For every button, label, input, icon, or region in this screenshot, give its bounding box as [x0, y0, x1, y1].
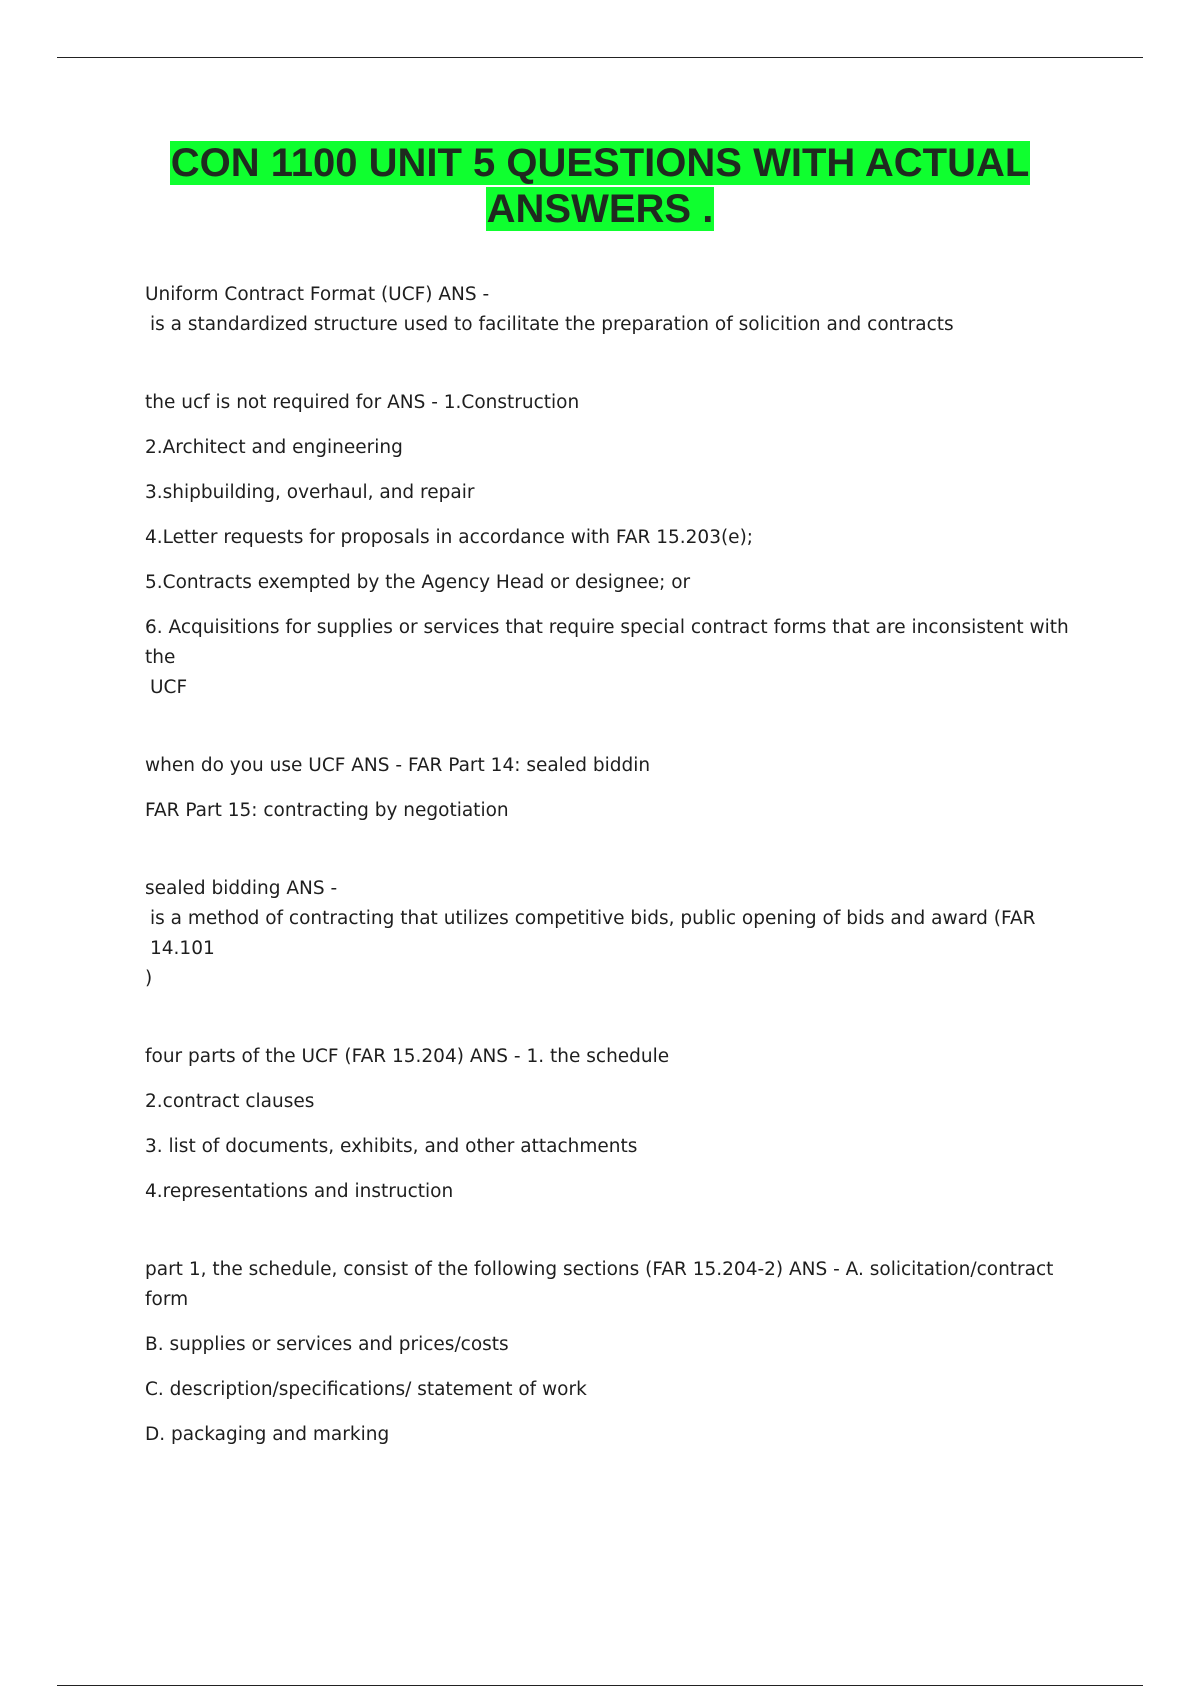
list-line: FAR Part 15: contracting by negotiation [145, 800, 509, 821]
footer-rule [57, 1685, 1143, 1686]
list-line-text: 6. Acquisitions for supplies or services that require special contract forms that are inconsistent with the [145, 617, 1069, 668]
list-line: C. description/specifications/ statement of work [145, 1379, 587, 1400]
header-rule [57, 57, 1143, 58]
document-body [145, 280, 1090, 1450]
answer-text [145, 904, 1090, 964]
question-text: Uniform Contract Format (UCF) ANS - [145, 284, 490, 305]
list-line: when do you use UCF ANS - FAR Part 14: sealed biddin [145, 755, 651, 776]
list-line-continuation: UCF [150, 677, 188, 698]
list-line: D. packaging and marking [145, 1424, 390, 1445]
list-line: 2.contract clauses [145, 1091, 315, 1112]
list-line: four parts of the UCF (FAR 15.204) ANS - 1. the schedule [145, 1046, 670, 1067]
list-line: part 1, the schedule, consist of the following sections (FAR 15.204-2) ANS - A. solicitation/contract form [145, 1259, 1054, 1310]
qa-entry-ucf [145, 280, 1090, 340]
answer-continuation: ) [145, 968, 153, 989]
answer-text: is a standardized structure used to facilitate the preparation of solicition and contracts [150, 314, 954, 335]
qa-entry-when-use-ucf [145, 751, 1090, 826]
list-line: 4.Letter requests for proposals in accordance with FAR 15.203(e); [145, 527, 754, 548]
title-highlight: CON 1100 UNIT 5 QUESTIONS WITH ACTUAL ANSWERS . [170, 141, 1030, 231]
document-title [100, 140, 1100, 232]
list-line: 3.shipbuilding, overhaul, and repair [145, 482, 475, 503]
qa-entry-sealed-bidding [145, 874, 1090, 994]
list-line: 5.Contracts exempted by the Agency Head or designee; or [145, 572, 691, 593]
qa-entry-four-parts [145, 1042, 1090, 1207]
question-text: sealed bidding ANS - [145, 878, 338, 899]
list-line: 4.representations and instruction [145, 1181, 454, 1202]
list-line: 2.Architect and engineering [145, 437, 403, 458]
qa-entry-ucf-not-required [145, 388, 1090, 703]
list-line: B. supplies or services and prices/costs [145, 1334, 509, 1355]
qa-entry-schedule-sections [145, 1255, 1090, 1450]
list-line-wrapped [145, 613, 1090, 703]
list-line: the ucf is not required for ANS - 1.Construction [145, 392, 580, 413]
list-line: 3. list of documents, exhibits, and other attachments [145, 1136, 638, 1157]
answer-text-main: is a method of contracting that utilizes competitive bids, public opening of bids and award (FAR 14.101 [150, 908, 1036, 959]
